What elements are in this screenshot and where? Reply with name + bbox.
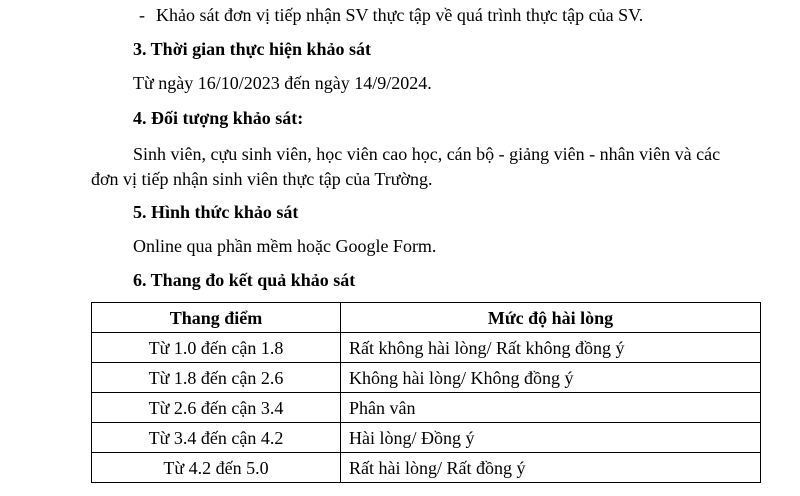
section-heading-scale: 6. Thang đo kết quả khảo sát	[133, 270, 356, 290]
table-cell-satisfaction: Rất hài lòng/ Rất đồng ý	[341, 453, 761, 483]
table-cell-satisfaction: Rất không hài lòng/ Rất không đồng ý	[341, 333, 761, 363]
intro-bullet-text: Khảo sát đơn vị tiếp nhận SV thực tập về quá trình thực tập của SV.	[156, 5, 644, 25]
table-cell-satisfaction: Hài lòng/ Đồng ý	[341, 423, 761, 453]
table-header-score: Thang điểm	[92, 303, 341, 333]
table-cell-score: Từ 1.0 đến cận 1.8	[92, 333, 341, 363]
section-body-method: Online qua phần mềm hoặc Google Form.	[133, 236, 437, 256]
section-heading-method: 5. Hình thức khảo sát	[133, 202, 299, 222]
table-row	[92, 363, 761, 393]
table-row	[92, 333, 761, 363]
section-body-time: Từ ngày 16/10/2023 đến ngày 14/9/2024.	[133, 73, 432, 93]
table-cell-score: Từ 4.2 đến 5.0	[92, 453, 341, 483]
table-cell-score: Từ 3.4 đến cận 4.2	[92, 423, 341, 453]
table-row	[92, 453, 761, 483]
table-row	[92, 423, 761, 453]
table-row	[92, 393, 761, 423]
section-heading-subjects: 4. Đối tượng khảo sát:	[133, 108, 304, 128]
table-cell-satisfaction: Không hài lòng/ Không đồng ý	[341, 363, 761, 393]
table-cell-score: Từ 2.6 đến cận 3.4	[92, 393, 341, 423]
table-cell-satisfaction: Phân vân	[341, 393, 761, 423]
bullet-dash: -	[139, 5, 145, 25]
table-cell-score: Từ 1.8 đến cận 2.6	[92, 363, 341, 393]
section-body-subjects-line1: Sinh viên, cựu sinh viên, học viên cao học, cán bộ - giảng viên - nhân viên và các	[133, 144, 721, 164]
section-body-subjects-line2: đơn vị tiếp nhận sinh viên thực tập của Trường.	[91, 169, 433, 189]
scale-table	[91, 302, 761, 483]
table-header-satisfaction: Mức độ hài lòng	[341, 303, 761, 333]
section-heading-time: 3. Thời gian thực hiện khảo sát	[133, 39, 371, 59]
table-header-row	[92, 303, 761, 333]
